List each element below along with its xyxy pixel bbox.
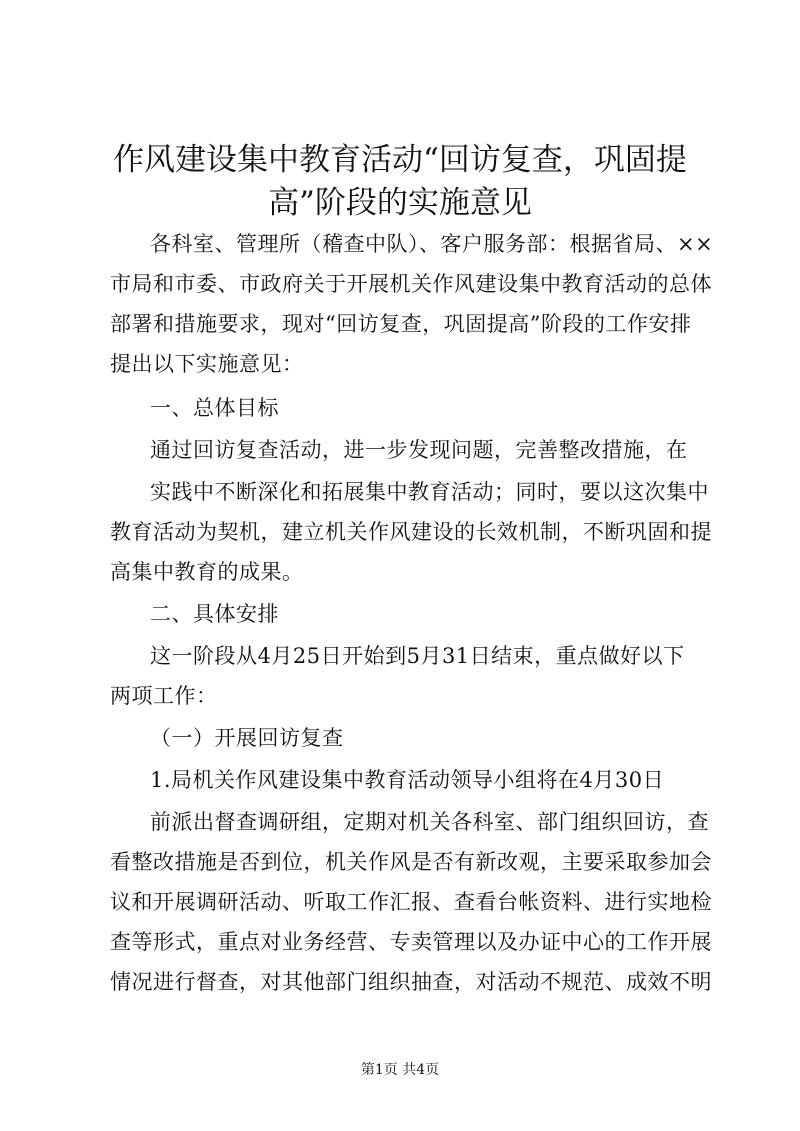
paragraph-line: 议和开展调研活动、听取工作汇报、查看台帐资料、进行实地检 (110, 890, 712, 914)
paragraph-line: 两项工作： (110, 684, 218, 708)
paragraph-line: 看整改措施是否到位，机关作风是否有新改观，主要采取参加会 (110, 850, 712, 874)
paragraph-line: 市局和市委、市政府关于开展机关作风建设集中教育活动的总体 (110, 272, 712, 296)
paragraph-line: 前派出督查调研组，定期对机关各科室、部门组织回访，查 (150, 810, 709, 834)
section-heading: 二、具体安排 (150, 602, 279, 626)
paragraph-line: 实践中不断深化和拓展集中教育活动；同时，要以这次集中 (150, 480, 709, 504)
paragraph-line: 高集中教育的成果。 (110, 560, 304, 584)
paragraph-line: 部署和措施要求，现对“回访复查，巩固提高”阶段的工作安排 (110, 312, 692, 336)
page-number-footer: 第1页 共4页 (360, 1062, 440, 1078)
document-title-line-1: 作风建设集中教育活动“回访复查，巩固提 (113, 142, 687, 178)
subsection-heading: （一）开展回访复查 (150, 726, 344, 750)
paragraph-line: 1.局机关作风建设集中教育活动领导小组将在4月30日 (150, 768, 665, 792)
paragraph-line: 提出以下实施意见： (110, 352, 304, 376)
paragraph-line: 查等形式，重点对业务经营、专卖管理以及办证中心的工作开展 (110, 930, 712, 954)
section-heading: 一、总体目标 (150, 396, 279, 420)
paragraph-line: 各科室、管理所（稽查中队）、客户服务部：根据省局、×× (150, 232, 714, 256)
paragraph-line: 这一阶段从4月25日开始到5月31日结束，重点做好以下 (150, 644, 685, 668)
paragraph-line: 教育活动为契机，建立机关作风建设的长效机制，不断巩固和提 (110, 520, 712, 544)
paragraph-line: 情况进行督查，对其他部门组织抽查，对活动不规范、成效不明 (110, 970, 712, 994)
document-title-line-2: 高”阶段的实施意见 (268, 185, 532, 221)
paragraph-line: 通过回访复查活动，进一步发现问题，完善整改措施，在 (150, 438, 688, 462)
